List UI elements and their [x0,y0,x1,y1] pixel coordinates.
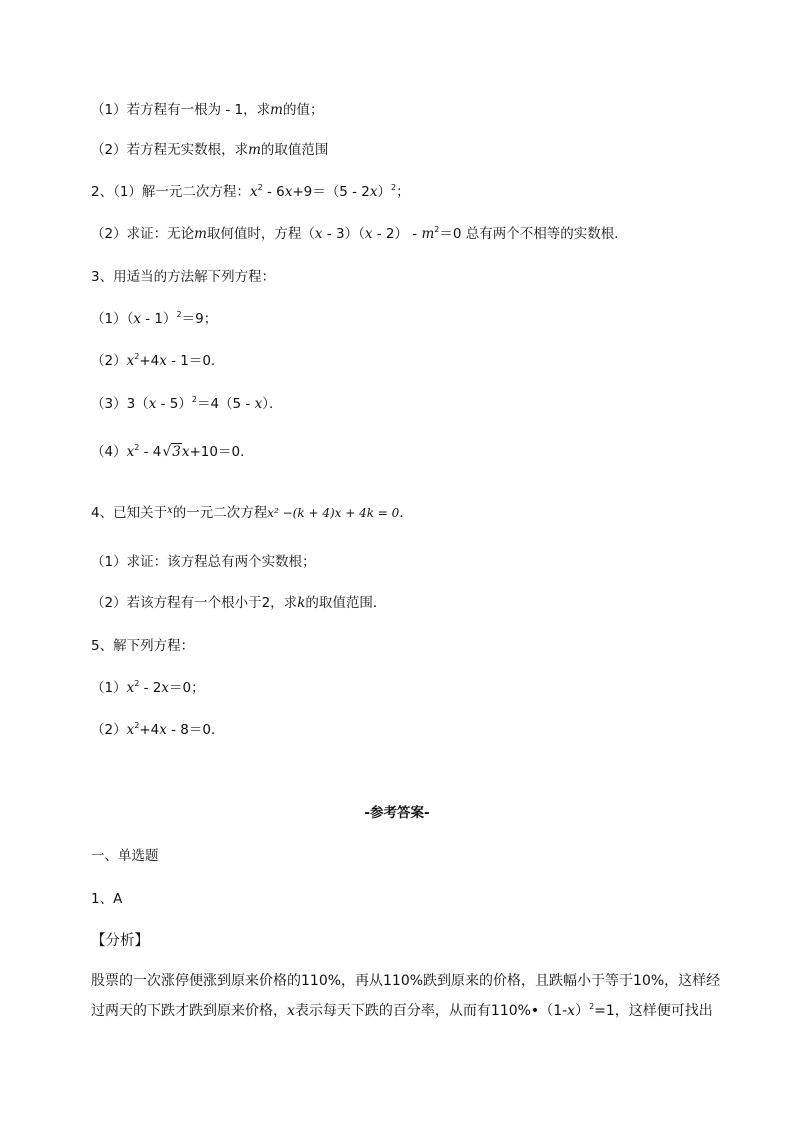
eq-text: +9＝（5 - 2 [292,184,370,200]
eq-text: ＝0； [168,680,205,696]
var-x: x [126,722,135,738]
q2-part2-text: - 3）（ [322,226,365,242]
q4-head [91,502,413,522]
q2-part2-text: （2）求证：无论 [91,226,195,242]
var-x: x [284,184,293,200]
exponent: 2 [257,183,263,192]
eq-text: +10＝0． [189,444,254,460]
var-x: x [369,184,378,200]
eq-text: 4、已知关于 [91,505,168,521]
eq-text: （2） [91,353,127,369]
q3-sub2 [91,352,224,370]
q2-part2-text: 取何值时，方程（ [206,226,315,242]
var-x: x [181,444,190,460]
para-text: =1，这样便可找出 [594,1003,713,1019]
var-m: m [421,226,435,242]
eq-text: ＝4（5 - [196,396,255,412]
analysis-heading: 【分析】 [91,933,149,949]
eq-text: （3）3（ [91,396,149,412]
var-x: x [249,184,258,200]
para-text: 表示每天下跌的百分率，从而有110%•（1- [294,1003,568,1019]
q3-sub1 [91,310,217,328]
var-m: m [270,102,283,118]
var-x: x [126,353,135,369]
var-x: x [161,680,169,696]
eq-text: （4） [91,444,127,460]
q1-part2 [91,141,328,159]
q2-head: 2、（1）解一元二次方程： [91,184,250,200]
var-m: m [194,226,207,242]
eq-text: ＝9； [181,311,218,327]
var-x: x [159,353,167,369]
q4-sub2 [91,594,386,612]
var-x: x [126,680,135,696]
q5-sub1 [91,679,205,697]
eq-text: 的一元二次方程 [172,505,268,521]
q3-sub4 [91,443,254,461]
paragraph-line-2 [91,996,741,1026]
analysis-paragraph [91,966,741,1026]
exponent: 2 [134,352,140,361]
sqrt-symbol: √3 [162,444,181,460]
para-text: ） [575,1003,590,1019]
q2-part2 [91,225,628,243]
eq-text: （2）若该方程有一个根小于2，求 [91,595,298,611]
q1-part1 [91,101,323,119]
exponent: 2 [134,443,140,452]
var-x: x [126,444,135,460]
eq-text: +4 [139,353,160,369]
radicand: 3 [172,444,181,460]
var-x: x [167,505,173,516]
var-x: x [314,226,323,242]
exponent: 2 [191,395,197,404]
eq-text: （2） [91,722,127,738]
var-k: k [297,595,306,611]
eq-text: - 4 [139,444,162,460]
q1-part1-end: 的值； [282,102,324,118]
eq-text: 的取值范围． [305,595,387,611]
eq-text: - 8＝0． [166,722,225,738]
exponent: 2 [589,1002,595,1011]
q2-part2-text: - 2） - [372,226,422,242]
q2-part1 [91,183,410,201]
var-x: x [364,226,373,242]
q3-head: 3、用适当的方法解下列方程： [91,269,276,285]
eq-text: +4 [139,722,160,738]
eq-text: - 5） [156,396,192,412]
quadratic-equation: x² −(k + 4)x + 4k = 0 [267,506,400,520]
var-x: x [133,311,141,327]
para-text: 过两天的下跌才跌到原来价格， [91,1003,287,1019]
q1-part1-text: （1）若方程有一根为 - 1，求 [91,102,271,118]
eq-text: - 2 [139,680,162,696]
eq-text: ． [399,505,413,521]
eq-text: ） [377,184,391,200]
eq-text: ）． [262,396,283,412]
var-x: x [254,396,263,412]
eq-text: （1）（ [91,311,134,327]
exponent: 2 [391,183,397,192]
eq-text: - 1） [140,311,177,327]
var-x: x [287,1003,295,1019]
exponent: 2 [176,310,182,319]
q4-sub1: （1）求证：该方程总有两个实数根； [91,554,316,570]
exponent: 2 [134,679,140,688]
var-x: x [159,722,167,738]
var-x: x [148,396,157,412]
q1-part2-text: （2）若方程无实数根，求 [91,142,249,158]
eq-text: （1） [91,680,127,696]
q5-sub2 [91,721,224,739]
answer-title: -参考答案- [364,805,430,821]
exponent: 2 [434,225,440,234]
var-m: m [248,142,261,158]
q2-part2-text: ＝0 总有两个不相等的实数根． [439,226,628,242]
answer-item: 1、A [91,891,123,907]
var-x: x [567,1003,576,1019]
eq-text: - 6 [262,184,285,200]
q1-part2-end: 的取值范围 [260,142,329,158]
section-heading: 一、单选题 [91,848,159,864]
exponent: 2 [134,721,140,730]
eq-text: ； [396,184,410,200]
q3-sub3 [91,395,282,413]
q5-head: 5、解下列方程： [91,638,195,654]
paragraph-line-1: 股票的一次涨停便涨到原来价格的110%，再从110%跌到原来的价格，且跌幅小于等于10%，这样经 [91,973,721,989]
eq-text: - 1＝0． [166,353,225,369]
